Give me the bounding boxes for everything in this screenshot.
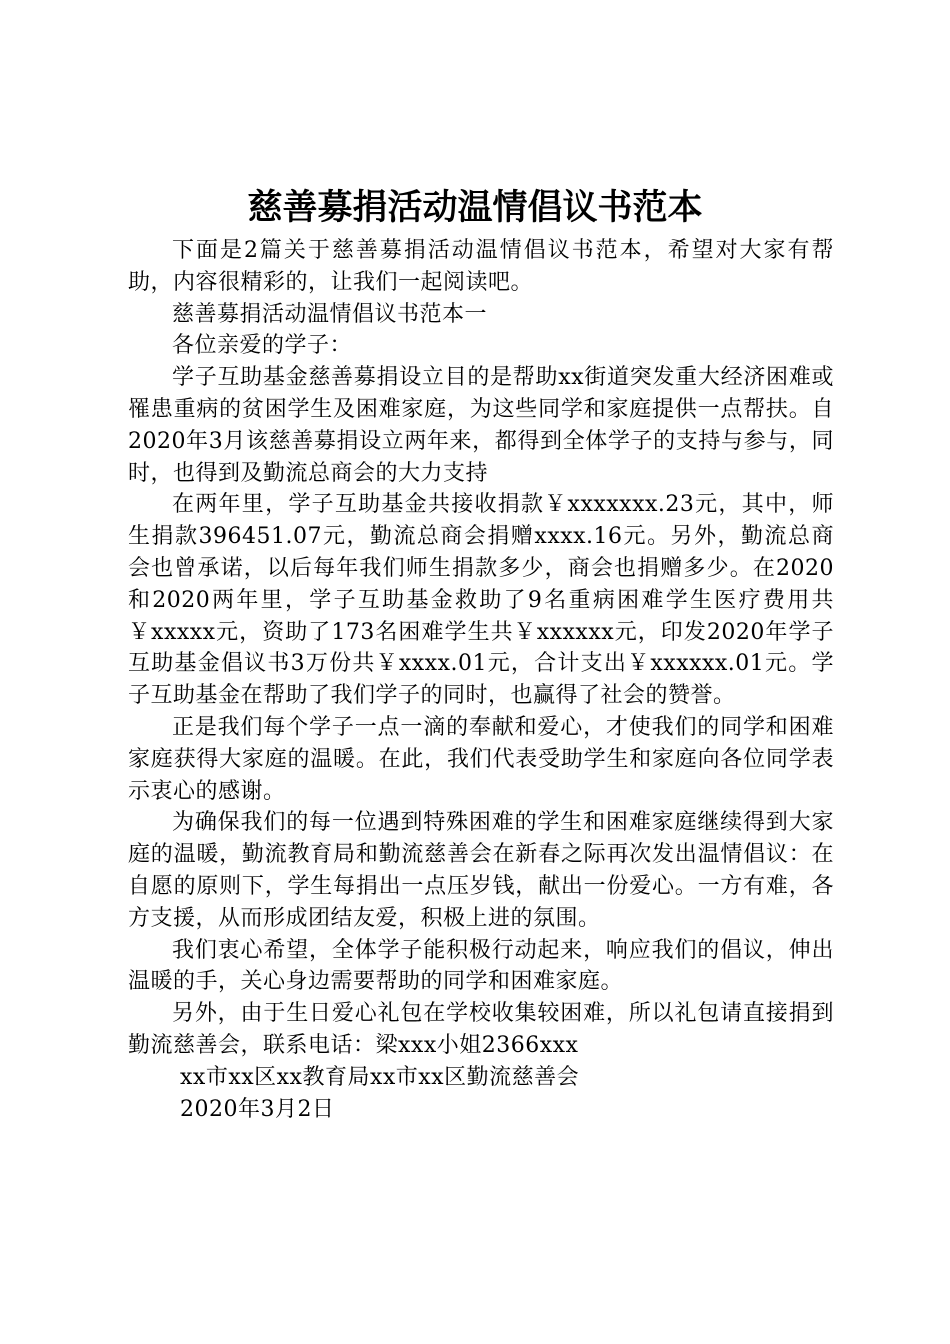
body-paragraph: 学子互助基金慈善募捐设立目的是帮助xx街道突发重大经济困难或罹患重病的贫困学生及困难家庭，为这些同学和家庭提供一点帮扶。自2020年3月该慈善募捐设立两年来，都得到全体学子的支持与参与，同时，也得到及勤流总商会的大力支持 [128, 365, 834, 486]
document-title: 慈善募捐活动温情倡议书范本 [247, 188, 703, 228]
date: 2020年3月2日 [180, 1096, 335, 1122]
body-paragraph: 正是我们每个学子一点一滴的奉献和爱心，才使我们的同学和困难家庭获得大家庭的温暖。在此，我们代表受助学生和家庭向各位同学表示衷心的感谢。 [128, 714, 834, 804]
body-paragraph: 为确保我们的每一位遇到特殊困难的学生和困难家庭继续得到大家庭的温暖，勤流教育局和勤流慈善会在新春之际再次发出温情倡议：在自愿的原则下，学生每捐出一点压岁钱，献出一份爱心。一方有难，各方支援，从而形成团结友爱，积极上进的氛围。 [128, 810, 834, 931]
section-title: 慈善募捐活动温情倡议书范本一 [172, 301, 488, 327]
body-paragraph: 另外，由于生日爱心礼包在学校收集较困难，所以礼包请直接捐到勤流慈善会，联系电话：梁xxx小姐2366xxx [128, 1001, 834, 1058]
signature: xx市xx区xx教育局xx市xx区勤流慈善会 [180, 1064, 580, 1090]
body-paragraph: 在两年里，学子互助基金共接收捐款￥xxxxxxx.23元，其中，师生捐款396451.07元，勤流总商会捐赠xxxx.16元。另外，勤流总商会也曾承诺，以后每年我们师生捐款多少，商会也捐赠多少。在2020和2020两年里，学子互助基金救助了9名重病困难学生医疗费用共￥xxxxx元，资助了173名困难学生共￥xxxxxx元，印发2020年学子互助基金倡议书3万份共￥xxxx.01元，合计支出￥xxxxxx.01元。学子互助基金在帮助了我们学子的同时，也赢得了社会的赞誉。 [128, 492, 834, 709]
salutation: 各位亲爱的学子： [172, 333, 353, 359]
intro-paragraph: 下面是2篇关于慈善募捐活动温情倡议书范本，希望对大家有帮助，内容很精彩的，让我们一起阅读吧。 [128, 238, 834, 295]
document-body [128, 235, 834, 1125]
body-paragraph: 我们衷心希望，全体学子能积极行动起来，响应我们的倡议，伸出温暖的手，关心身边需要帮助的同学和困难家庭。 [128, 937, 834, 995]
